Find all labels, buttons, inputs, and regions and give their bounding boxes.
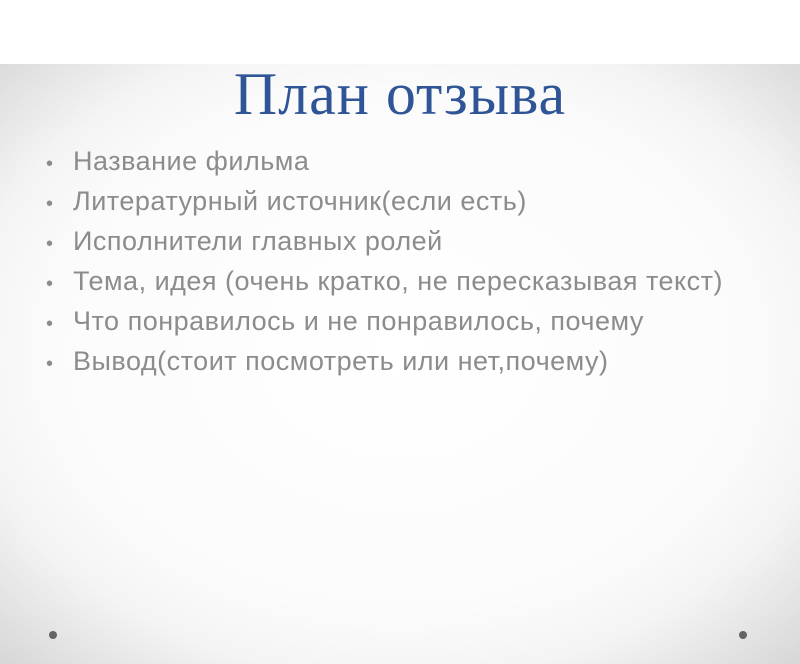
list-item [46, 343, 764, 383]
bullet-list [0, 124, 800, 383]
bullet-text: Тема, идея (очень кратко, не пересказывая текст) [73, 266, 724, 296]
bullet-icon: • [46, 153, 54, 175]
presentation-slide [0, 61, 800, 664]
list-item [46, 303, 764, 343]
list-item [46, 223, 764, 263]
bullet-text: Что понравилось и не понравилось, почему [73, 306, 644, 336]
bullet-text: Литературный источник(если есть) [73, 186, 527, 216]
list-item [46, 263, 764, 303]
bullet-icon: • [46, 233, 54, 255]
list-item [46, 183, 764, 223]
bullet-text: Название фильма [73, 146, 310, 176]
bullet-text: Исполнители главных ролей [73, 226, 443, 256]
bullet-text: Вывод(стоит посмотреть или нет,почему) [73, 346, 609, 376]
bullet-icon: • [46, 273, 54, 295]
slide-title: План отзыва [233, 61, 567, 127]
bullet-icon: • [46, 193, 54, 215]
decorative-dot-right [739, 631, 747, 639]
decorative-dot-left [49, 631, 57, 639]
bullet-icon: • [46, 313, 54, 335]
bullet-icon: • [46, 353, 54, 375]
list-item [46, 143, 764, 183]
